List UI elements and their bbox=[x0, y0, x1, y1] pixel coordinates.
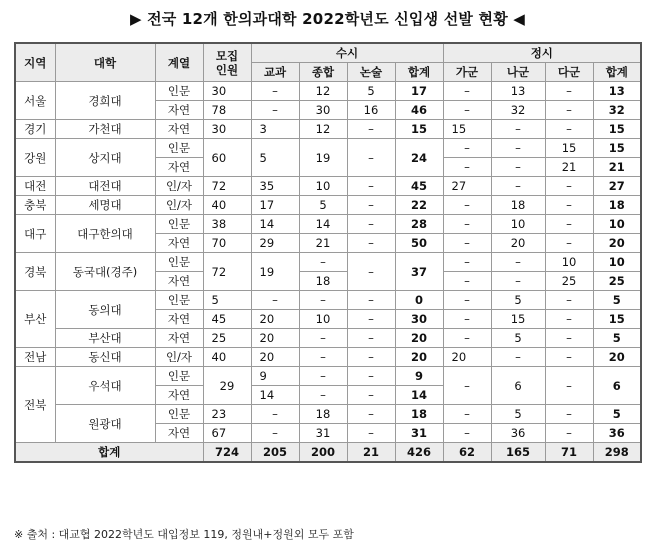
jeong-da-cell: – bbox=[545, 310, 593, 329]
header-univ: 대학 bbox=[55, 43, 155, 82]
jeong-total-cell: 27 bbox=[593, 177, 641, 196]
susi-total-cell: 22 bbox=[395, 196, 443, 215]
track-cell: 자연 bbox=[155, 234, 203, 253]
univ-cell: 상지대 bbox=[55, 139, 155, 177]
region-cell: 대구 bbox=[15, 215, 55, 253]
jeong-ga-cell: – bbox=[443, 158, 491, 177]
jeong-da-cell: 25 bbox=[545, 272, 593, 291]
table-row bbox=[15, 120, 641, 139]
track-cell: 인문 bbox=[155, 253, 203, 272]
susi-nonsul-cell: – bbox=[347, 348, 395, 367]
jeong-ga-cell: – bbox=[443, 253, 491, 272]
page-title: ▶ 전국 12개 한의과대학 2022학년도 신입생 선발 현황 ◀ bbox=[129, 10, 526, 28]
susi-jonghap-cell: 19 bbox=[299, 139, 347, 177]
susi-jonghap-cell: – bbox=[299, 253, 347, 272]
total-jeong-na: 165 bbox=[491, 443, 545, 463]
header-jeong-na: 나군 bbox=[491, 63, 545, 82]
jeong-na-cell: 20 bbox=[491, 234, 545, 253]
susi-gyogwa-cell: 19 bbox=[251, 253, 299, 291]
jeong-na-cell: 10 bbox=[491, 215, 545, 234]
jeong-ga-cell: – bbox=[443, 234, 491, 253]
track-cell: 인문 bbox=[155, 367, 203, 386]
table-row bbox=[15, 139, 641, 158]
susi-nonsul-cell: – bbox=[347, 424, 395, 443]
susi-total-cell: 24 bbox=[395, 139, 443, 177]
susi-jonghap-cell: 21 bbox=[299, 234, 347, 253]
table-row bbox=[15, 196, 641, 215]
recruit-cell: 38 bbox=[203, 215, 251, 234]
jeong-ga-cell: – bbox=[443, 101, 491, 120]
track-cell: 자연 bbox=[155, 310, 203, 329]
susi-nonsul-cell: – bbox=[347, 177, 395, 196]
susi-nonsul-cell: – bbox=[347, 386, 395, 405]
track-cell: 인/자 bbox=[155, 348, 203, 367]
total-susi-nonsul: 21 bbox=[347, 443, 395, 463]
jeong-da-cell: – bbox=[545, 120, 593, 139]
univ-cell: 동신대 bbox=[55, 348, 155, 367]
univ-cell: 동의대 bbox=[55, 291, 155, 329]
susi-nonsul-cell: 16 bbox=[347, 101, 395, 120]
jeong-na-cell: 5 bbox=[491, 329, 545, 348]
header-susi-total: 합계 bbox=[395, 63, 443, 82]
susi-jonghap-cell: 18 bbox=[299, 405, 347, 424]
susi-jonghap-cell: 10 bbox=[299, 177, 347, 196]
susi-total-cell: 15 bbox=[395, 120, 443, 139]
header-jeongsi: 정시 bbox=[443, 43, 641, 63]
susi-gyogwa-cell: 14 bbox=[251, 386, 299, 405]
track-cell: 자연 bbox=[155, 158, 203, 177]
susi-total-cell: 9 bbox=[395, 367, 443, 386]
table-row bbox=[15, 348, 641, 367]
recruit-cell: 5 bbox=[203, 291, 251, 310]
jeong-total-cell: 32 bbox=[593, 101, 641, 120]
susi-nonsul-cell: – bbox=[347, 120, 395, 139]
susi-jonghap-cell: 31 bbox=[299, 424, 347, 443]
susi-nonsul-cell: – bbox=[347, 310, 395, 329]
region-cell: 경기 bbox=[15, 120, 55, 139]
track-cell: 인문 bbox=[155, 82, 203, 101]
header-susi-jonghap: 종합 bbox=[299, 63, 347, 82]
susi-total-cell: 30 bbox=[395, 310, 443, 329]
recruit-cell: 78 bbox=[203, 101, 251, 120]
recruit-cell: 23 bbox=[203, 405, 251, 424]
susi-nonsul-cell: – bbox=[347, 329, 395, 348]
univ-cell: 대전대 bbox=[55, 177, 155, 196]
jeong-ga-cell: 27 bbox=[443, 177, 491, 196]
jeong-na-cell: – bbox=[491, 348, 545, 367]
susi-jonghap-cell: 18 bbox=[299, 272, 347, 291]
header-jeong-ga: 가군 bbox=[443, 63, 491, 82]
susi-jonghap-cell: 5 bbox=[299, 196, 347, 215]
susi-jonghap-cell: 12 bbox=[299, 120, 347, 139]
jeong-na-cell: – bbox=[491, 139, 545, 158]
track-cell: 자연 bbox=[155, 329, 203, 348]
susi-jonghap-cell: – bbox=[299, 291, 347, 310]
total-recruit: 724 bbox=[203, 443, 251, 463]
susi-gyogwa-cell: – bbox=[251, 82, 299, 101]
jeong-ga-cell: – bbox=[443, 215, 491, 234]
recruit-cell: 72 bbox=[203, 253, 251, 291]
univ-cell: 동국대(경주) bbox=[55, 253, 155, 291]
jeong-da-cell: – bbox=[545, 196, 593, 215]
jeong-na-cell: 18 bbox=[491, 196, 545, 215]
track-cell: 인문 bbox=[155, 215, 203, 234]
susi-gyogwa-cell: 29 bbox=[251, 234, 299, 253]
total-jeong-total: 298 bbox=[593, 443, 641, 463]
univ-cell: 세명대 bbox=[55, 196, 155, 215]
header-susi: 수시 bbox=[251, 43, 443, 63]
track-cell: 인문 bbox=[155, 139, 203, 158]
susi-nonsul-cell: 5 bbox=[347, 82, 395, 101]
table-row bbox=[15, 329, 641, 348]
region-cell: 충북 bbox=[15, 196, 55, 215]
susi-total-cell: 20 bbox=[395, 348, 443, 367]
track-cell: 자연 bbox=[155, 386, 203, 405]
susi-gyogwa-cell: 20 bbox=[251, 329, 299, 348]
track-cell: 인문 bbox=[155, 405, 203, 424]
region-cell: 대전 bbox=[15, 177, 55, 196]
track-cell: 자연 bbox=[155, 424, 203, 443]
susi-nonsul-cell: – bbox=[347, 139, 395, 177]
jeong-total-cell: 15 bbox=[593, 310, 641, 329]
recruit-cell: 70 bbox=[203, 234, 251, 253]
recruit-cell: 30 bbox=[203, 120, 251, 139]
table-row bbox=[15, 253, 641, 272]
susi-nonsul-cell: – bbox=[347, 291, 395, 310]
susi-nonsul-cell: – bbox=[347, 234, 395, 253]
recruit-cell: 67 bbox=[203, 424, 251, 443]
jeong-na-cell: 6 bbox=[491, 367, 545, 405]
jeong-na-cell: – bbox=[491, 253, 545, 272]
susi-jonghap-cell: – bbox=[299, 348, 347, 367]
jeong-da-cell: 21 bbox=[545, 158, 593, 177]
jeong-da-cell: 15 bbox=[545, 139, 593, 158]
jeong-da-cell: 10 bbox=[545, 253, 593, 272]
jeong-na-cell: 5 bbox=[491, 405, 545, 424]
jeong-total-cell: 20 bbox=[593, 234, 641, 253]
susi-jonghap-cell: 10 bbox=[299, 310, 347, 329]
track-cell: 인/자 bbox=[155, 177, 203, 196]
jeong-total-cell: 25 bbox=[593, 272, 641, 291]
total-row bbox=[15, 443, 641, 463]
susi-gyogwa-cell: 9 bbox=[251, 367, 299, 386]
susi-gyogwa-cell: 35 bbox=[251, 177, 299, 196]
jeong-na-cell: – bbox=[491, 272, 545, 291]
susi-gyogwa-cell: 14 bbox=[251, 215, 299, 234]
table-row bbox=[15, 82, 641, 101]
jeong-total-cell: 5 bbox=[593, 291, 641, 310]
jeong-ga-cell: – bbox=[443, 272, 491, 291]
susi-gyogwa-cell: 20 bbox=[251, 348, 299, 367]
header-recruit: 모집 인원 bbox=[203, 43, 251, 82]
track-cell: 자연 bbox=[155, 272, 203, 291]
susi-total-cell: 18 bbox=[395, 405, 443, 424]
susi-gyogwa-cell: 3 bbox=[251, 120, 299, 139]
source-note: ※ 출처 : 대교협 2022학년도 대입정보 119, 정원내+정원외 모두 포함 bbox=[14, 528, 354, 541]
susi-nonsul-cell: – bbox=[347, 196, 395, 215]
susi-jonghap-cell: 12 bbox=[299, 82, 347, 101]
jeong-total-cell: 13 bbox=[593, 82, 641, 101]
susi-jonghap-cell: – bbox=[299, 386, 347, 405]
jeong-total-cell: 15 bbox=[593, 120, 641, 139]
jeong-ga-cell: – bbox=[443, 405, 491, 424]
recruit-cell: 30 bbox=[203, 82, 251, 101]
recruit-cell: 25 bbox=[203, 329, 251, 348]
admission-table bbox=[14, 42, 642, 463]
jeong-total-cell: 20 bbox=[593, 348, 641, 367]
recruit-cell: 40 bbox=[203, 196, 251, 215]
jeong-ga-cell: 15 bbox=[443, 120, 491, 139]
jeong-na-cell: 5 bbox=[491, 291, 545, 310]
susi-total-cell: 14 bbox=[395, 386, 443, 405]
susi-jonghap-cell: – bbox=[299, 367, 347, 386]
track-cell: 인문 bbox=[155, 291, 203, 310]
susi-total-cell: 17 bbox=[395, 82, 443, 101]
jeong-ga-cell: – bbox=[443, 139, 491, 158]
susi-total-cell: 28 bbox=[395, 215, 443, 234]
jeong-total-cell: 6 bbox=[593, 367, 641, 405]
univ-cell: 가천대 bbox=[55, 120, 155, 139]
jeong-da-cell: – bbox=[545, 101, 593, 120]
univ-cell: 원광대 bbox=[55, 405, 155, 443]
jeong-na-cell: – bbox=[491, 120, 545, 139]
susi-gyogwa-cell: – bbox=[251, 291, 299, 310]
jeong-total-cell: 10 bbox=[593, 215, 641, 234]
susi-nonsul-cell: – bbox=[347, 215, 395, 234]
susi-nonsul-cell: – bbox=[347, 367, 395, 386]
susi-total-cell: 37 bbox=[395, 253, 443, 291]
track-cell: 자연 bbox=[155, 120, 203, 139]
total-jeong-da: 71 bbox=[545, 443, 593, 463]
jeong-total-cell: 5 bbox=[593, 329, 641, 348]
recruit-cell: 40 bbox=[203, 348, 251, 367]
jeong-ga-cell: – bbox=[443, 291, 491, 310]
jeong-total-cell: 10 bbox=[593, 253, 641, 272]
susi-gyogwa-cell: – bbox=[251, 424, 299, 443]
region-cell: 경북 bbox=[15, 253, 55, 291]
jeong-ga-cell: – bbox=[443, 329, 491, 348]
jeong-da-cell: – bbox=[545, 177, 593, 196]
total-susi-jonghap: 200 bbox=[299, 443, 347, 463]
header-track: 계열 bbox=[155, 43, 203, 82]
region-cell: 전북 bbox=[15, 367, 55, 443]
jeong-da-cell: – bbox=[545, 291, 593, 310]
jeong-da-cell: – bbox=[545, 82, 593, 101]
jeong-ga-cell: 20 bbox=[443, 348, 491, 367]
susi-gyogwa-cell: 20 bbox=[251, 310, 299, 329]
jeong-total-cell: 18 bbox=[593, 196, 641, 215]
jeong-na-cell: 15 bbox=[491, 310, 545, 329]
header-region: 지역 bbox=[15, 43, 55, 82]
susi-gyogwa-cell: – bbox=[251, 405, 299, 424]
susi-total-cell: 50 bbox=[395, 234, 443, 253]
jeong-na-cell: 13 bbox=[491, 82, 545, 101]
jeong-na-cell: 32 bbox=[491, 101, 545, 120]
jeong-da-cell: – bbox=[545, 367, 593, 405]
univ-cell: 경희대 bbox=[55, 82, 155, 120]
header-susi-gyogwa: 교과 bbox=[251, 63, 299, 82]
jeong-ga-cell: – bbox=[443, 82, 491, 101]
table-row bbox=[15, 177, 641, 196]
jeong-ga-cell: – bbox=[443, 310, 491, 329]
univ-cell: 우석대 bbox=[55, 367, 155, 405]
region-cell: 전남 bbox=[15, 348, 55, 367]
jeong-da-cell: – bbox=[545, 234, 593, 253]
recruit-cell: 72 bbox=[203, 177, 251, 196]
table-row bbox=[15, 405, 641, 424]
admission-table-wrapper bbox=[14, 42, 640, 463]
track-cell: 인/자 bbox=[155, 196, 203, 215]
recruit-cell: 45 bbox=[203, 310, 251, 329]
jeong-da-cell: – bbox=[545, 329, 593, 348]
susi-total-cell: 31 bbox=[395, 424, 443, 443]
jeong-da-cell: – bbox=[545, 424, 593, 443]
recruit-cell: 60 bbox=[203, 139, 251, 177]
jeong-da-cell: – bbox=[545, 348, 593, 367]
jeong-na-cell: – bbox=[491, 177, 545, 196]
univ-cell: 대구한의대 bbox=[55, 215, 155, 253]
susi-total-cell: 46 bbox=[395, 101, 443, 120]
header-susi-nonsul: 논술 bbox=[347, 63, 395, 82]
header-jeong-da: 다군 bbox=[545, 63, 593, 82]
susi-nonsul-cell: – bbox=[347, 405, 395, 424]
table-row bbox=[15, 367, 641, 386]
region-cell: 서울 bbox=[15, 82, 55, 120]
total-jeong-ga: 62 bbox=[443, 443, 491, 463]
jeong-da-cell: – bbox=[545, 215, 593, 234]
jeong-total-cell: 15 bbox=[593, 139, 641, 158]
jeong-na-cell: 36 bbox=[491, 424, 545, 443]
track-cell: 자연 bbox=[155, 101, 203, 120]
susi-total-cell: 45 bbox=[395, 177, 443, 196]
susi-jonghap-cell: 30 bbox=[299, 101, 347, 120]
susi-total-cell: 20 bbox=[395, 329, 443, 348]
total-susi-gyogwa: 205 bbox=[251, 443, 299, 463]
jeong-total-cell: 5 bbox=[593, 405, 641, 424]
region-cell: 부산 bbox=[15, 291, 55, 348]
jeong-total-cell: 21 bbox=[593, 158, 641, 177]
recruit-cell: 29 bbox=[203, 367, 251, 405]
jeong-ga-cell: – bbox=[443, 196, 491, 215]
header-jeong-total: 합계 bbox=[593, 63, 641, 82]
jeong-ga-cell: – bbox=[443, 424, 491, 443]
susi-total-cell: 0 bbox=[395, 291, 443, 310]
total-label: 합계 bbox=[15, 443, 203, 463]
susi-gyogwa-cell: – bbox=[251, 101, 299, 120]
region-cell: 강원 bbox=[15, 139, 55, 177]
total-susi-total: 426 bbox=[395, 443, 443, 463]
jeong-ga-cell: – bbox=[443, 367, 491, 405]
table-row bbox=[15, 215, 641, 234]
susi-gyogwa-cell: 17 bbox=[251, 196, 299, 215]
jeong-total-cell: 36 bbox=[593, 424, 641, 443]
susi-nonsul-cell: – bbox=[347, 253, 395, 291]
susi-gyogwa-cell: 5 bbox=[251, 139, 299, 177]
susi-jonghap-cell: 14 bbox=[299, 215, 347, 234]
univ-cell: 부산대 bbox=[55, 329, 155, 348]
jeong-da-cell: – bbox=[545, 405, 593, 424]
table-row bbox=[15, 291, 641, 310]
jeong-na-cell: – bbox=[491, 158, 545, 177]
susi-jonghap-cell: – bbox=[299, 329, 347, 348]
